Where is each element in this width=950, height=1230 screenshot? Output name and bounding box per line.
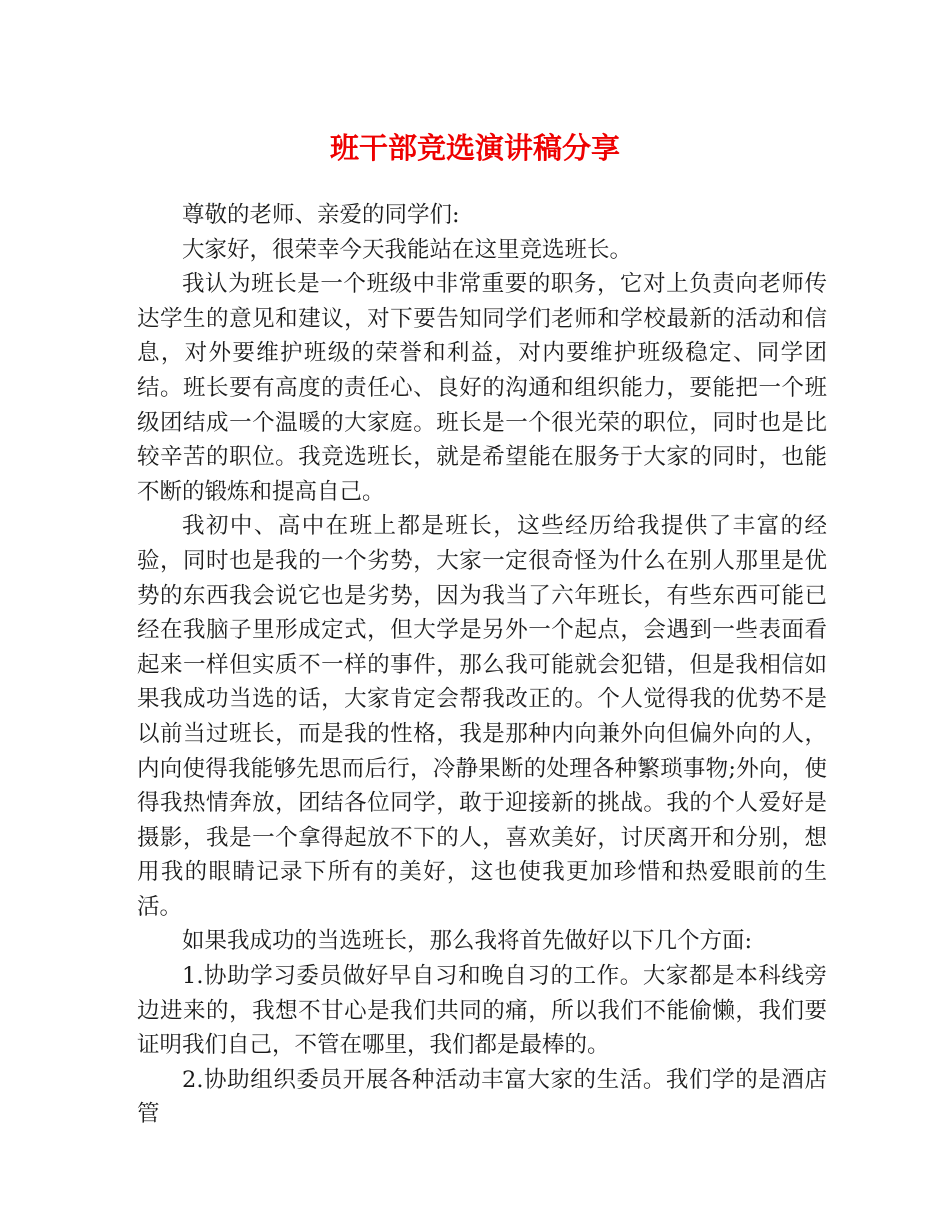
- body-paragraph-role: 我认为班长是一个班级中非常重要的职务，它对上负责向老师传达学生的意见和建议，对下要告知同学们老师和学校最新的活动和信息，对外要维护班级的荣誉和利益，对内要维护班级稳定、同学团结。班长要有高度的责任心、良好的沟通和组织能力，要能把一个班级团结成一个温暖的大家庭。班长是一个很光荣的职位，同时也是比较辛苦的职位。我竞选班长，就是希望能在服务于大家的同时，也能不断的锻炼和提高自己。: [137, 271, 827, 505]
- document-body: [137, 198, 827, 1132]
- body-paragraph-plan-intro: 如果我成功的当选班长，那么我将首先做好以下几个方面:: [182, 928, 753, 955]
- document-title: 班干部竞选演讲稿分享: [329, 131, 620, 165]
- salutation-paragraph: 尊敬的老师、亲爱的同学们:: [182, 202, 460, 228]
- greeting-paragraph: 大家好，很荣幸今天我能站在这里竞选班长。: [182, 236, 633, 263]
- list-item-2: 2.协助组织委员开展各种活动丰富大家的生活。我们学的是酒店管: [137, 1066, 827, 1128]
- body-paragraph-experience: 我初中、高中在班上都是班长，这些经历给我提供了丰富的经验，同时也是我的一个劣势，大家一定很奇怪为什么在别人那里是优势的东西我会说它也是劣势，因为我当了六年班长，有些东西可能已经在我脑子里形成定式，但大学是另外一个起点，会遇到一些表面看起来一样但实质不一样的事件，那么我可能就会犯错，但是我相信如果我成功当选的话，大家肯定会帮我改正的。个人觉得我的优势不是以前当过班长，而是我的性格，我是那种内向兼外向但偏外向的人，内向使得我能够先思而后行，冷静果断的处理各种繁琐事物;外向，使得我热情奔放，团结各位同学，敢于迎接新的挑战。我的个人爱好是摄影，我是一个拿得起放不下的人，喜欢美好，讨厌离开和分别，想用我的眼睛记录下所有的美好，这也使我更加珍惜和热爱眼前的生活。: [137, 513, 827, 920]
- list-item-1: 1.协助学习委员做好早自习和晚自习的工作。大家都是本科线旁边进来的，我想不甘心是我们共同的痛，所以我们不能偷懒，我们要证明我们自己，不管在哪里，我们都是最棒的。: [137, 963, 827, 1059]
